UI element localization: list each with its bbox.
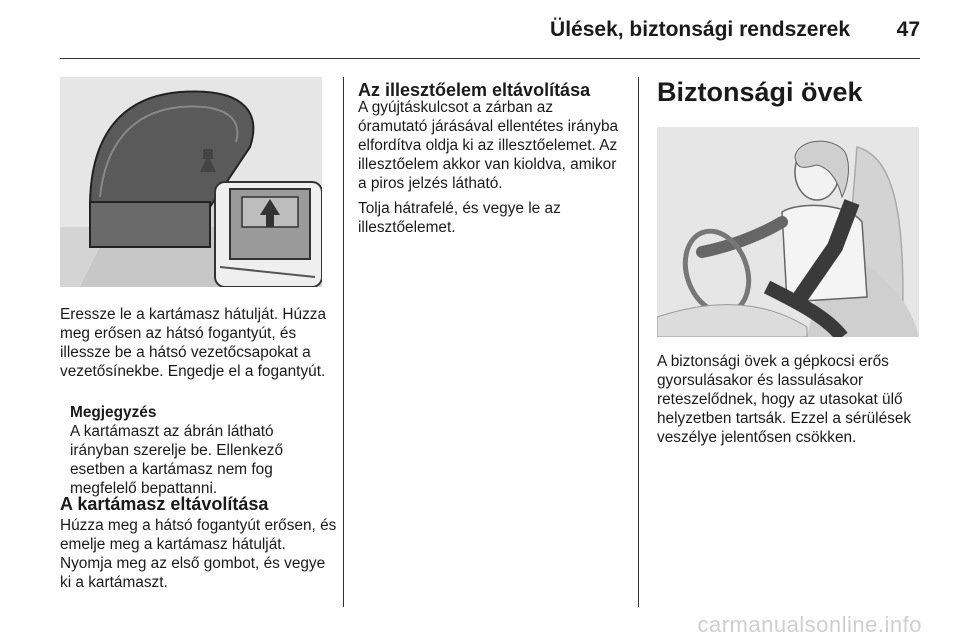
seatbelt-illustration [657,127,919,337]
col1-body-text: Eressze le a kartámasz hátulját. Húzza meg erősen az hátsó fogantyút, és illessze be a hátsó vezetőcsapokat a vezetősínekbe. Engedje el a fogantyút. [60,306,327,380]
col1-heading-body [60,516,340,592]
col1-heading-body-text: Húzza meg a hátsó fogantyút erősen, és emelje meg a kartámasz hátulját. Nyomja meg az első gombot, és vegye ki a kartámaszt. [60,517,337,591]
note-title: Megjegyzés [70,404,157,421]
note-body: A kartámaszt az ábrán látható irányban szerelje be. Ellenkező esetben a kartámasz nem fog megfelelő bepattanni. [70,423,284,497]
page-header-title: Ülések, biztonsági rendszerek [550,18,850,41]
page-number: 47 [896,18,920,41]
col2-heading: Az illesztőelem eltávolítása [358,80,591,100]
col1-note [70,403,332,498]
col1-body [60,305,335,381]
col3-body [657,352,937,447]
col3-heading: Biztonsági övek [657,77,863,107]
armrest-illustration [60,77,322,287]
col2-body [358,98,623,237]
col2-p2: Tolja hátrafelé, és vegye le az illesztőelemet. [358,200,561,236]
column-divider-2 [638,77,639,607]
header-divider [60,58,920,59]
col1-heading: A kartámasz eltávolítása [60,494,269,514]
col2-p1: A gyújtáskulcsot a zárban az óramutató járásával ellentétes irányba elfordítva oldja ki az illesztőelemet. Az illesztőelem akkor van kioldva, amikor a piros jelzés látható. [358,99,619,192]
column-divider-1 [343,77,344,607]
col3-body-text: A biztonsági övek a gépkocsi erős gyorsulásakor és lassulásakor reteszelődnek, hogy az utasokat ülő helyzetben tartsák. Ezzel a sérülések veszélye jelentősen csökken. [657,353,912,446]
watermark: carmanualsonline.info [697,612,922,637]
